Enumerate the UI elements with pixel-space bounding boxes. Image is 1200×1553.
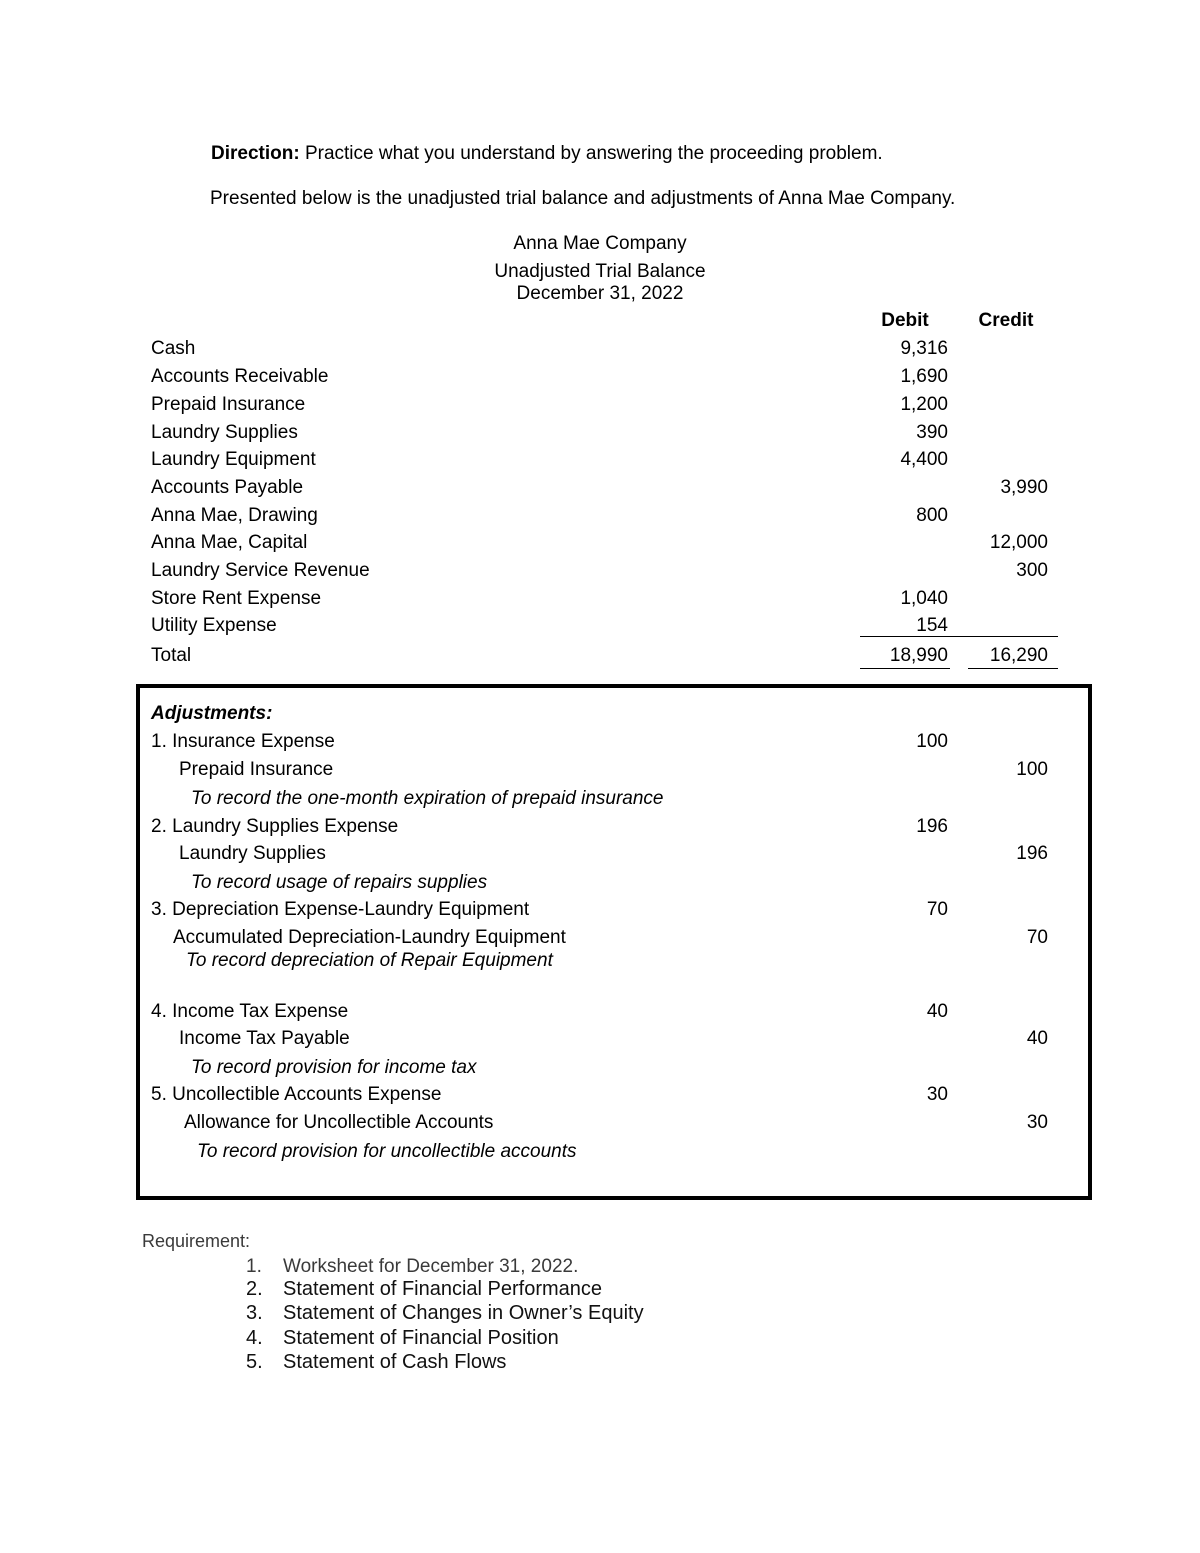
debit-column-header: Debit: [881, 310, 929, 331]
list-item: [246, 1327, 559, 1350]
account-name: Store Rent Expense: [151, 588, 322, 609]
list-item-number: 2.: [246, 1278, 263, 1300]
adjustment-debit-account: 2. Laundry Supplies Expense: [151, 816, 399, 837]
adjustment-explanation: To record provision for uncollectible accounts: [197, 1141, 577, 1162]
table-row: [150, 615, 1050, 641]
list-item-number: 1.: [246, 1256, 262, 1277]
adjustment-credit-amount: 100: [1016, 759, 1048, 780]
adjustment-explanation: To record usage of repairs supplies: [191, 872, 488, 893]
credit-amount: 12,000: [989, 532, 1048, 553]
adjustment-credit-account: Laundry Supplies: [179, 843, 326, 864]
table-row: [150, 505, 1050, 531]
adjustment-credit-amount: 30: [1026, 1112, 1048, 1133]
account-name: Accounts Payable: [151, 477, 304, 498]
account-name: Laundry Equipment: [151, 449, 316, 470]
direction-paragraph: [211, 143, 883, 165]
statement-date: December 31, 2022: [516, 283, 684, 304]
adjustment-credit-amount: 196: [1016, 843, 1048, 864]
adjustment-debit-amount: 70: [926, 899, 948, 920]
adjustment-debit-account: 5. Uncollectible Accounts Expense: [151, 1084, 442, 1105]
adjustment-explanation: To record the one-month expiration of prepaid insurance: [191, 788, 664, 809]
list-item-text: Statement of Changes in Owner’s Equity: [283, 1302, 644, 1324]
adjustment-credit-amount: 70: [1026, 927, 1048, 948]
table-row: [150, 422, 1050, 448]
adjustment-credit-account: Accumulated Depreciation-Laundry Equipment: [173, 927, 566, 948]
adjustment-debit-account: 3. Depreciation Expense-Laundry Equipment: [151, 899, 530, 920]
adjustment-credit-amount: 40: [1026, 1028, 1048, 1049]
adjustments-heading: Adjustments:: [151, 703, 273, 724]
account-name: Anna Mae, Drawing: [151, 505, 318, 526]
list-item: [246, 1302, 644, 1325]
credit-column-header: Credit: [978, 310, 1034, 331]
statement-title: Unadjusted Trial Balance: [494, 261, 706, 282]
adjustment-credit-account: Prepaid Insurance: [179, 759, 334, 780]
list-item-text: Worksheet for December 31, 2022.: [283, 1256, 579, 1277]
account-name: Accounts Receivable: [151, 366, 329, 387]
table-row: [150, 394, 1050, 420]
debit-amount: 1,040: [900, 588, 948, 609]
debit-amount: 390: [916, 422, 948, 443]
table-row: [150, 338, 1050, 364]
account-name: Laundry Supplies: [151, 422, 298, 443]
list-item-number: 3.: [246, 1302, 263, 1324]
table-row: [150, 532, 1050, 558]
total-debit-underline: [860, 668, 950, 669]
adjustment-debit-amount: 30: [926, 1084, 948, 1105]
intro-paragraph: Presented below is the unadjusted trial balance and adjustments of Anna Mae Company.: [210, 188, 956, 209]
list-item: [246, 1278, 602, 1301]
table-row: [150, 477, 1050, 503]
list-item: [246, 1351, 506, 1374]
list-item-text: Statement of Financial Performance: [283, 1278, 603, 1300]
list-item-text: Statement of Cash Flows: [283, 1351, 507, 1373]
adjustment-credit-account: Income Tax Payable: [179, 1028, 350, 1049]
total-debit: 18,990: [889, 645, 948, 666]
list-item-number: 5.: [246, 1351, 263, 1373]
table-row: [150, 449, 1050, 475]
debit-amount: 1,690: [900, 366, 948, 387]
direction-text: Practice what you understand by answering the proceeding problem.: [299, 143, 883, 164]
debit-amount: 4,400: [900, 449, 948, 470]
account-name: Prepaid Insurance: [151, 394, 306, 415]
list-item: [246, 1256, 578, 1278]
list-item-text: Statement of Financial Position: [283, 1327, 559, 1349]
adjustment-explanation: To record depreciation of Repair Equipment: [186, 950, 553, 971]
credit-amount: 300: [1016, 560, 1048, 581]
adjustment-debit-amount: 196: [916, 816, 948, 837]
list-item-number: 4.: [246, 1327, 263, 1349]
table-row: [150, 588, 1050, 614]
total-label: Total: [151, 645, 192, 666]
debit-amount: 9,316: [900, 338, 948, 359]
account-name: Cash: [151, 338, 196, 359]
requirement-label: Requirement:: [142, 1231, 251, 1251]
adjustment-debit-amount: 100: [916, 731, 948, 752]
direction-label: Direction:: [211, 143, 300, 164]
debit-amount: 800: [916, 505, 948, 526]
subtotal-rule: [860, 636, 1058, 637]
credit-amount: 3,990: [1000, 477, 1048, 498]
account-name: Anna Mae, Capital: [151, 532, 308, 553]
adjustment-debit-amount: 40: [926, 1001, 948, 1022]
adjustment-debit-account: 4. Income Tax Expense: [151, 1001, 349, 1022]
debit-amount: 1,200: [900, 394, 948, 415]
account-name: Laundry Service Revenue: [151, 560, 370, 581]
debit-amount: 154: [916, 615, 948, 636]
company-name: Anna Mae Company: [513, 233, 687, 254]
adjustment-explanation: To record provision for income tax: [191, 1057, 477, 1078]
adjustment-debit-account: 1. Insurance Expense: [151, 731, 335, 752]
total-credit-underline: [968, 668, 1058, 669]
total-credit: 16,290: [989, 645, 1048, 666]
table-row: [150, 560, 1050, 586]
adjustment-credit-account: Allowance for Uncollectible Accounts: [184, 1112, 494, 1133]
table-row: [150, 366, 1050, 392]
account-name: Utility Expense: [151, 615, 277, 636]
